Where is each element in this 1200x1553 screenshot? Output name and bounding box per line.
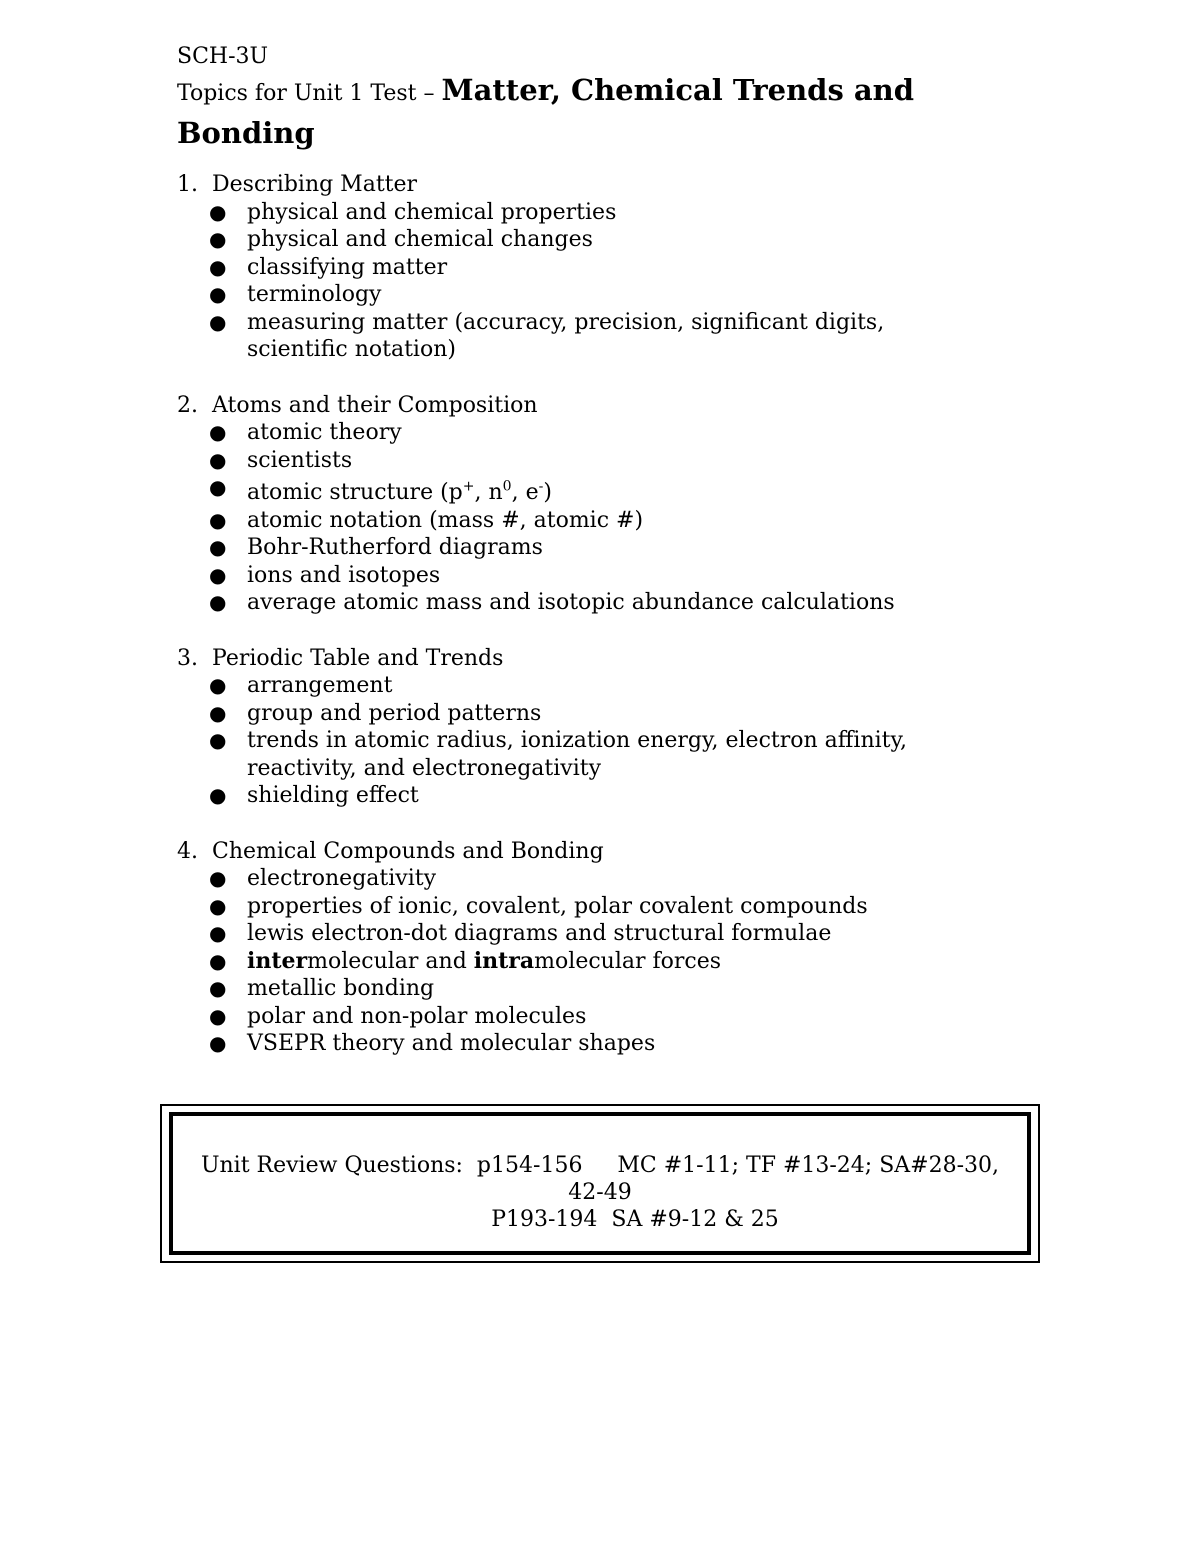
section-number: 2. bbox=[177, 392, 198, 418]
list-item-text: lewis electron-dot diagrams and structural formulae bbox=[247, 921, 832, 947]
section-number: 4. bbox=[177, 838, 198, 864]
section-heading bbox=[177, 645, 1077, 673]
section-atoms bbox=[177, 392, 1077, 617]
list-item bbox=[209, 1003, 1077, 1031]
section-title: Chemical Compounds and Bonding bbox=[212, 838, 604, 864]
bullet-icon: ● bbox=[209, 728, 227, 753]
list-item-text: electronegativity bbox=[247, 866, 436, 892]
list-item bbox=[209, 700, 1077, 728]
section-title: Atoms and their Composition bbox=[212, 392, 538, 418]
list-item-text: shielding effect bbox=[247, 783, 419, 809]
bullet-icon: ● bbox=[209, 893, 227, 918]
title-main: Matter, Chemical Trends and Bonding bbox=[177, 73, 915, 150]
bullet-icon: ● bbox=[209, 309, 227, 334]
section-heading bbox=[177, 171, 1077, 199]
bullet-icon: ● bbox=[209, 475, 227, 499]
bullet-icon: ● bbox=[209, 673, 227, 698]
section-heading bbox=[177, 392, 1077, 420]
bullet-icon: ● bbox=[209, 976, 227, 1001]
bullet-icon: ● bbox=[209, 1003, 227, 1028]
bullet-icon: ● bbox=[209, 921, 227, 946]
list-item bbox=[209, 893, 1077, 921]
list-item bbox=[209, 281, 1077, 309]
list-item-text: ions and isotopes bbox=[247, 562, 441, 588]
list-item bbox=[209, 947, 1077, 976]
section-heading bbox=[177, 838, 1077, 866]
bullet-icon: ● bbox=[209, 783, 227, 808]
list-item bbox=[209, 447, 1077, 475]
bullet-icon: ● bbox=[209, 866, 227, 891]
bullet-icon: ● bbox=[209, 447, 227, 472]
review-box-inner bbox=[169, 1112, 1031, 1255]
section-number: 3. bbox=[177, 645, 198, 671]
list-item bbox=[209, 589, 1077, 617]
list-item-text: atomic notation (mass #, atomic #) bbox=[247, 507, 644, 533]
list-item-text: classifying matter bbox=[247, 254, 448, 280]
list-item-text: metallic bonding bbox=[247, 976, 435, 1002]
list-item-text: VSEPR theory and molecular shapes bbox=[247, 1031, 656, 1057]
bullet-icon: ● bbox=[209, 254, 227, 279]
bullet-icon: ● bbox=[209, 535, 227, 560]
title-prefix: Topics for Unit 1 Test – bbox=[177, 81, 442, 106]
section-title: Periodic Table and Trends bbox=[212, 645, 504, 671]
list-item-text: terminology bbox=[247, 282, 382, 307]
list-item-text: average atomic mass and isotopic abundance calculations bbox=[247, 590, 895, 616]
topic-list bbox=[177, 199, 1077, 364]
list-item bbox=[209, 474, 1077, 507]
list-item-text: group and period patterns bbox=[247, 700, 542, 726]
review-box bbox=[160, 1104, 1040, 1263]
list-item bbox=[209, 975, 1077, 1003]
list-item-text: scientists bbox=[247, 447, 353, 473]
list-item-text: arrangement bbox=[247, 673, 393, 699]
list-item-text: trends in atomic radius, ionization energy, electron affinity, reactivity, and electronegativity bbox=[247, 728, 907, 781]
review-text bbox=[173, 1152, 1027, 1233]
section-number: 1. bbox=[177, 172, 198, 197]
list-item bbox=[209, 562, 1077, 590]
list-item-text: properties of ionic, covalent, polar covalent compounds bbox=[247, 893, 868, 919]
bullet-icon: ● bbox=[209, 590, 227, 615]
list-item bbox=[209, 782, 1077, 810]
list-item bbox=[209, 1030, 1077, 1058]
topic-list bbox=[177, 419, 1077, 617]
bullet-icon: ● bbox=[209, 700, 227, 725]
bullet-icon: ● bbox=[209, 1031, 227, 1056]
bullet-icon: ● bbox=[209, 948, 227, 973]
list-item-text: atomic structure (p+, $n^0$, e-) bbox=[247, 479, 552, 506]
bullet-icon: ● bbox=[209, 282, 227, 306]
list-item bbox=[209, 507, 1077, 535]
list-item-text: physical and chemical changes bbox=[247, 227, 593, 252]
list-item-text: measuring matter (accuracy, precision, significant digits, scientific notation) bbox=[247, 309, 885, 362]
list-item-text: intermolecular and intramolecular forces bbox=[247, 947, 722, 974]
list-item bbox=[209, 672, 1077, 700]
topic-list bbox=[177, 672, 1077, 810]
review-line-1: Unit Review Questions: p154-156 MC #1-11; TF #13-24; SA#28-30, bbox=[200, 1153, 1000, 1178]
list-item-text: polar and non-polar molecules bbox=[247, 1003, 587, 1029]
bullet-icon: ● bbox=[209, 507, 227, 532]
list-item bbox=[209, 727, 1077, 782]
list-item-text: Bohr-Rutherford diagrams bbox=[247, 535, 543, 561]
page-title bbox=[177, 71, 1057, 157]
list-item bbox=[209, 254, 1077, 282]
bullet-icon: ● bbox=[209, 562, 227, 587]
topic-sections bbox=[177, 171, 1077, 1086]
review-line-3: P193-194 SA #9-12 & 25 bbox=[491, 1207, 779, 1232]
section-title: Describing Matter bbox=[212, 172, 418, 197]
list-item bbox=[209, 199, 1077, 227]
list-item bbox=[209, 419, 1077, 447]
course-code: SCH-3U bbox=[177, 44, 269, 69]
list-item bbox=[209, 534, 1077, 562]
list-item-text: physical and chemical properties bbox=[247, 199, 617, 225]
list-item bbox=[209, 920, 1077, 948]
list-item bbox=[209, 226, 1077, 254]
bullet-icon: ● bbox=[209, 227, 227, 251]
section-periodic-table bbox=[177, 645, 1077, 810]
section-describing-matter bbox=[177, 171, 1077, 364]
list-item-text: atomic theory bbox=[247, 420, 402, 445]
list-item bbox=[209, 309, 1077, 364]
section-compounds-bonding bbox=[177, 838, 1077, 1058]
bullet-icon: ● bbox=[209, 420, 227, 444]
topic-list bbox=[177, 865, 1077, 1058]
bullet-icon: ● bbox=[209, 199, 227, 224]
list-item bbox=[209, 865, 1077, 893]
review-line-2: 42-49 bbox=[568, 1180, 632, 1205]
